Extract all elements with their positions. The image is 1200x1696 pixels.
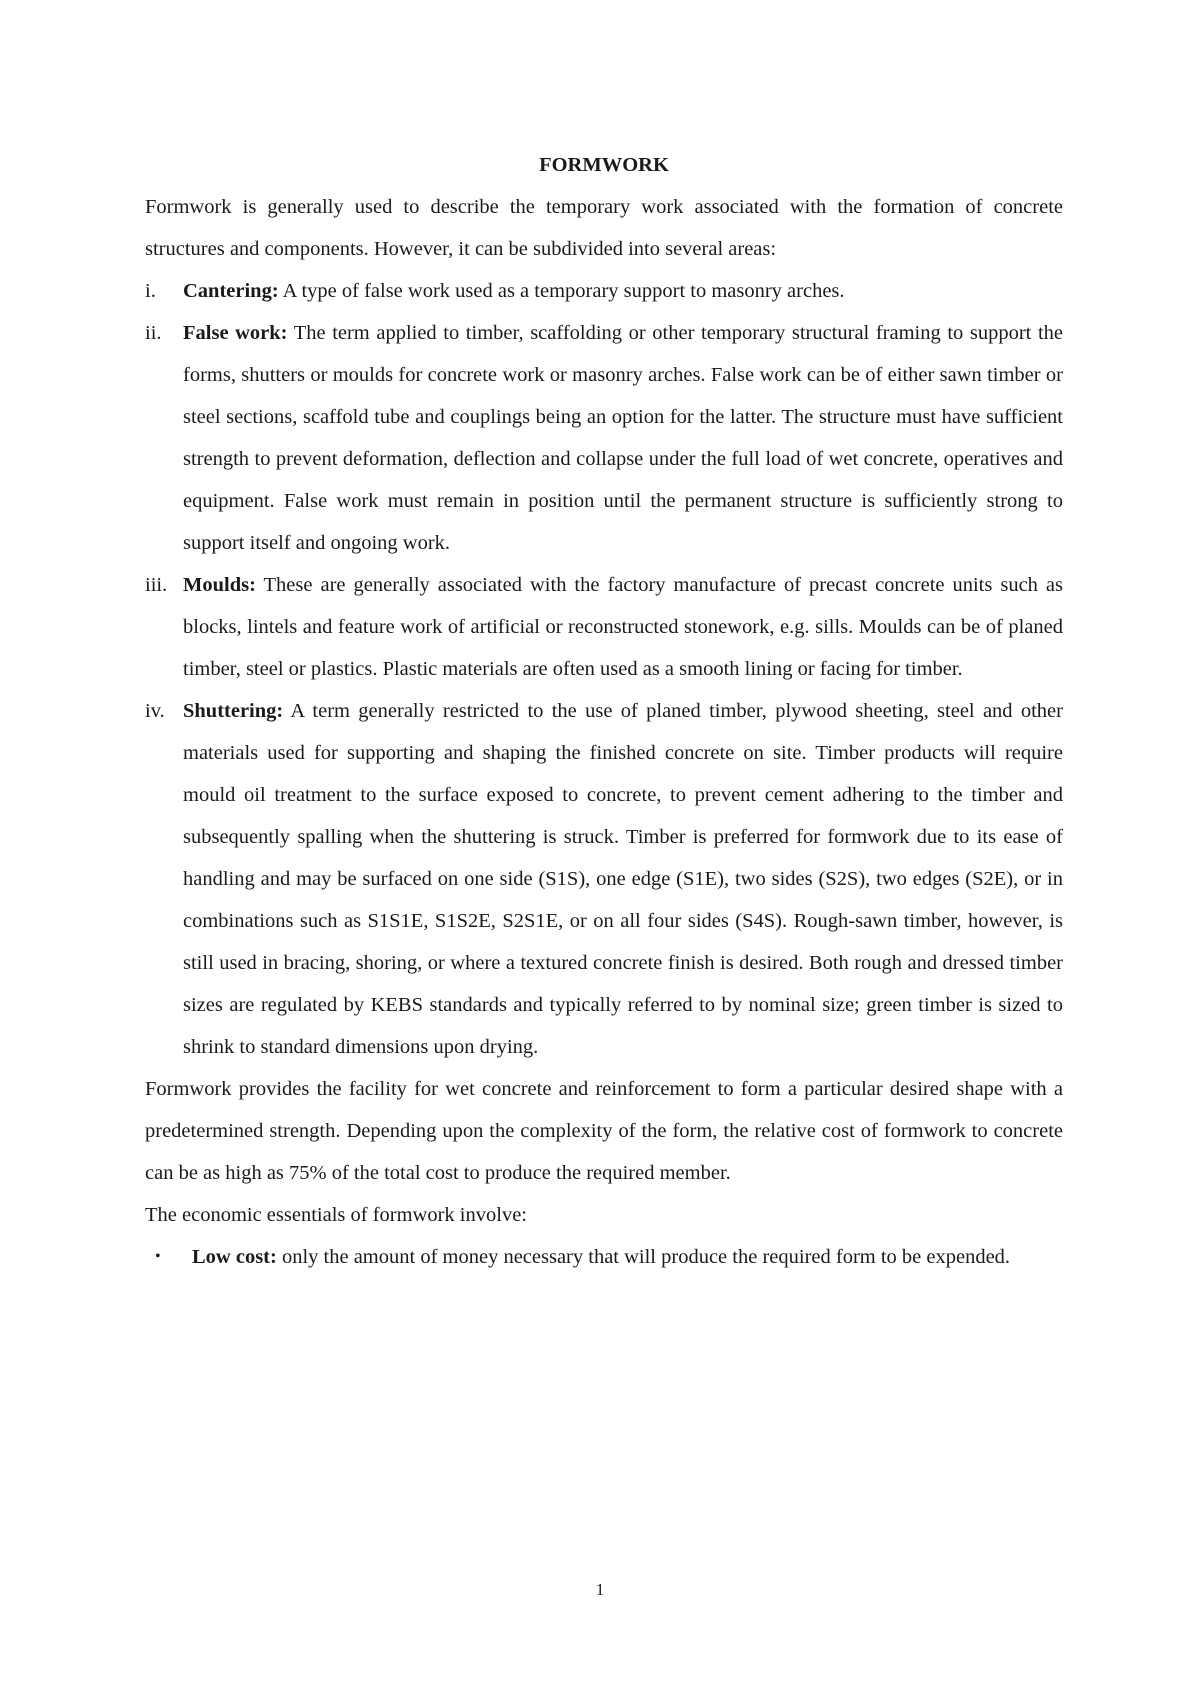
list-item-text: A term generally restricted to the use of planed timber, plywood sheeting, steel and other materials used for supporting and shaping the finished concrete on site. Timber products will require mould oil treatment to the surface exposed to concrete, to prevent cement adhering to the timber and subsequently spalling when the shuttering is struck. Timber is preferred for formwork due to its ease of handling and may be surfaced on one side (S1S), one edge (S1E), two sides (S2S), two edges (S2E), or in combinations such as S1S1E, S1S2E, S2S1E, or on all four sides (S4S). Rough-sawn timber, however, is still used in bracing, shoring, or where a textured concrete finish is desired. Both rough and dressed timber sizes are regulated by KEBS standards and typically referred to by nominal size; green timber is sized to shrink to standard dimensions upon drying. bbox=[183, 700, 1063, 1058]
list-item-text: only the amount of money necessary that will produce the required form to be expended. bbox=[276, 1246, 1011, 1268]
list-item-term: Shuttering: bbox=[183, 700, 284, 722]
list-item bbox=[145, 270, 1063, 312]
list-item-term: False work: bbox=[183, 322, 288, 344]
list-item-term: Moulds: bbox=[183, 574, 256, 596]
list-item-number: iv. bbox=[145, 700, 165, 722]
list-item bbox=[145, 312, 1063, 564]
list-item bbox=[145, 564, 1063, 690]
list-item-number: iii. bbox=[145, 574, 168, 596]
document-title: FORMWORK bbox=[539, 154, 669, 176]
intro-paragraph: Formwork is generally used to describe the temporary work associated with the formation of concrete structures and components. However, it can be subdivided into several areas: bbox=[145, 196, 1063, 260]
list-item-text: These are generally associated with the factory manufacture of precast concrete units such as blocks, lintels and feature work of artificial or reconstructed stonework, e.g. sills. Moulds can be of planed timber, steel or plastics. Plastic materials are often used as a smooth lining or facing for timber. bbox=[183, 574, 1063, 680]
list-item-number: i. bbox=[145, 280, 156, 302]
essentials-list bbox=[145, 1236, 1063, 1278]
bullet-icon: • bbox=[155, 1248, 161, 1265]
list-item-text: A type of false work used as a temporary support to masonry arches. bbox=[278, 280, 845, 302]
list-item-text: The term applied to timber, scaffolding or other temporary structural framing to support the forms, shutters or moulds for concrete work or masonry arches. False work can be of either sawn timber or steel sections, scaffold tube and couplings being an option for the latter. The structure must have sufficient strength to prevent deformation, deflection and collapse under the full load of wet concrete, operatives and equipment. False work must remain in position until the permanent structure is sufficiently strong to support itself and ongoing work. bbox=[183, 322, 1063, 554]
essentials-intro: The economic essentials of formwork involve: bbox=[145, 1204, 527, 1226]
list-item bbox=[145, 690, 1063, 1068]
formwork-areas-list bbox=[145, 270, 1063, 1068]
facility-paragraph: Formwork provides the facility for wet concrete and reinforcement to form a particular desired shape with a predetermined strength. Depending upon the complexity of the form, the relative cost of formwork to concrete can be as high as 75% of the total cost to produce the required member. bbox=[145, 1078, 1063, 1184]
list-item-number: ii. bbox=[145, 322, 162, 344]
list-item-term: Cantering: bbox=[183, 280, 279, 302]
page-number: 1 bbox=[595, 1580, 605, 1599]
list-item bbox=[145, 1236, 1063, 1278]
list-item-term: Low cost: bbox=[192, 1246, 277, 1268]
